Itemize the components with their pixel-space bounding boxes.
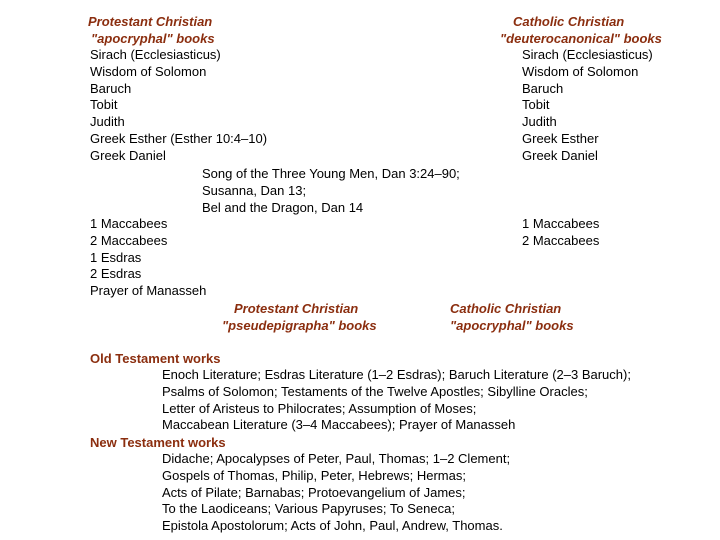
daniel-additions bbox=[202, 166, 460, 216]
header-line: "deuterocanonical" books bbox=[500, 31, 662, 46]
header-line: Protestant Christian bbox=[234, 301, 359, 316]
list-item: Baruch bbox=[90, 80, 132, 96]
list-item: Bel and the Dragon, Dan 14 bbox=[202, 199, 364, 215]
header-line: "apocryphal" books bbox=[450, 318, 574, 333]
list-item: Tobit bbox=[90, 97, 118, 113]
list-item: Song of the Three Young Men, Dan 3:24–90; bbox=[202, 166, 460, 181]
list-item: Maccabean Literature (3–4 Maccabees); Prayer of Manasseh bbox=[162, 417, 516, 433]
list-item: Greek Esther bbox=[522, 130, 599, 146]
header-line: Catholic Christian bbox=[450, 301, 562, 316]
header-line: "apocryphal" books bbox=[91, 31, 215, 46]
list-item: 1 Maccabees bbox=[90, 216, 168, 231]
catholic-deuterocanonical-list bbox=[522, 47, 653, 165]
list-item: Gospels of Thomas, Philip, Peter, Hebrews; Hermas; bbox=[162, 467, 466, 483]
nt-works-heading: New Testament works bbox=[90, 435, 226, 450]
header-line: "pseudepigrapha" books bbox=[222, 318, 377, 333]
list-item: Epistola Apostolorum; Acts of John, Paul, Andrew, Thomas. bbox=[162, 518, 503, 534]
list-item: 2 Maccabees bbox=[522, 232, 600, 248]
protestant-apocrypha-header bbox=[88, 13, 215, 47]
header-line: Catholic Christian bbox=[513, 14, 625, 29]
list-item: 1 Esdras bbox=[90, 249, 142, 265]
list-item: Prayer of Manasseh bbox=[90, 283, 207, 299]
protestant-apocrypha-list bbox=[90, 47, 267, 165]
list-item: Judith bbox=[522, 114, 557, 130]
header-line: Protestant Christian bbox=[88, 14, 213, 29]
list-item: Baruch bbox=[522, 80, 564, 96]
protestant-pseudepigrapha-header bbox=[222, 300, 377, 334]
list-item: Greek Daniel bbox=[90, 147, 166, 163]
list-item: To the Laodiceans; Various Papyruses; To Seneca; bbox=[162, 501, 455, 517]
catholic-apocryphal-header bbox=[450, 300, 574, 334]
ot-works-list bbox=[162, 367, 631, 434]
ot-works-heading: Old Testament works bbox=[90, 351, 221, 366]
list-item: Susanna, Dan 13; bbox=[202, 182, 307, 198]
list-item: Greek Esther (Esther 10:4–10) bbox=[90, 130, 268, 146]
list-item: Wisdom of Solomon bbox=[90, 63, 207, 79]
list-item: Psalms of Solomon; Testaments of the Twelve Apostles; Sibylline Oracles; bbox=[162, 383, 588, 399]
list-item: Judith bbox=[90, 114, 125, 130]
catholic-deuterocanonical-header bbox=[500, 13, 662, 47]
list-item: Wisdom of Solomon bbox=[522, 63, 639, 79]
list-item: Acts of Pilate; Barnabas; Protoevangelium of James; bbox=[162, 484, 466, 500]
list-item: Sirach (Ecclesiasticus) bbox=[522, 47, 653, 62]
list-item: Sirach (Ecclesiasticus) bbox=[90, 47, 221, 62]
list-item: 1 Maccabees bbox=[522, 216, 600, 231]
list-item: Letter of Aristeus to Philocrates; Assumption of Moses; bbox=[162, 400, 477, 416]
catholic-deuterocanonical-list-b bbox=[522, 216, 599, 250]
list-item: Enoch Literature; Esdras Literature (1–2 Esdras); Baruch Literature (2–3 Baruch); bbox=[162, 367, 631, 382]
list-item: Tobit bbox=[522, 97, 550, 113]
list-item: 2 Maccabees bbox=[90, 232, 168, 248]
list-item: Didache; Apocalypses of Peter, Paul, Thomas; 1–2 Clement; bbox=[162, 451, 511, 466]
nt-works-list bbox=[162, 451, 510, 535]
list-item: Greek Daniel bbox=[522, 147, 598, 163]
protestant-apocrypha-list-b bbox=[90, 216, 206, 300]
list-item: 2 Esdras bbox=[90, 266, 142, 282]
